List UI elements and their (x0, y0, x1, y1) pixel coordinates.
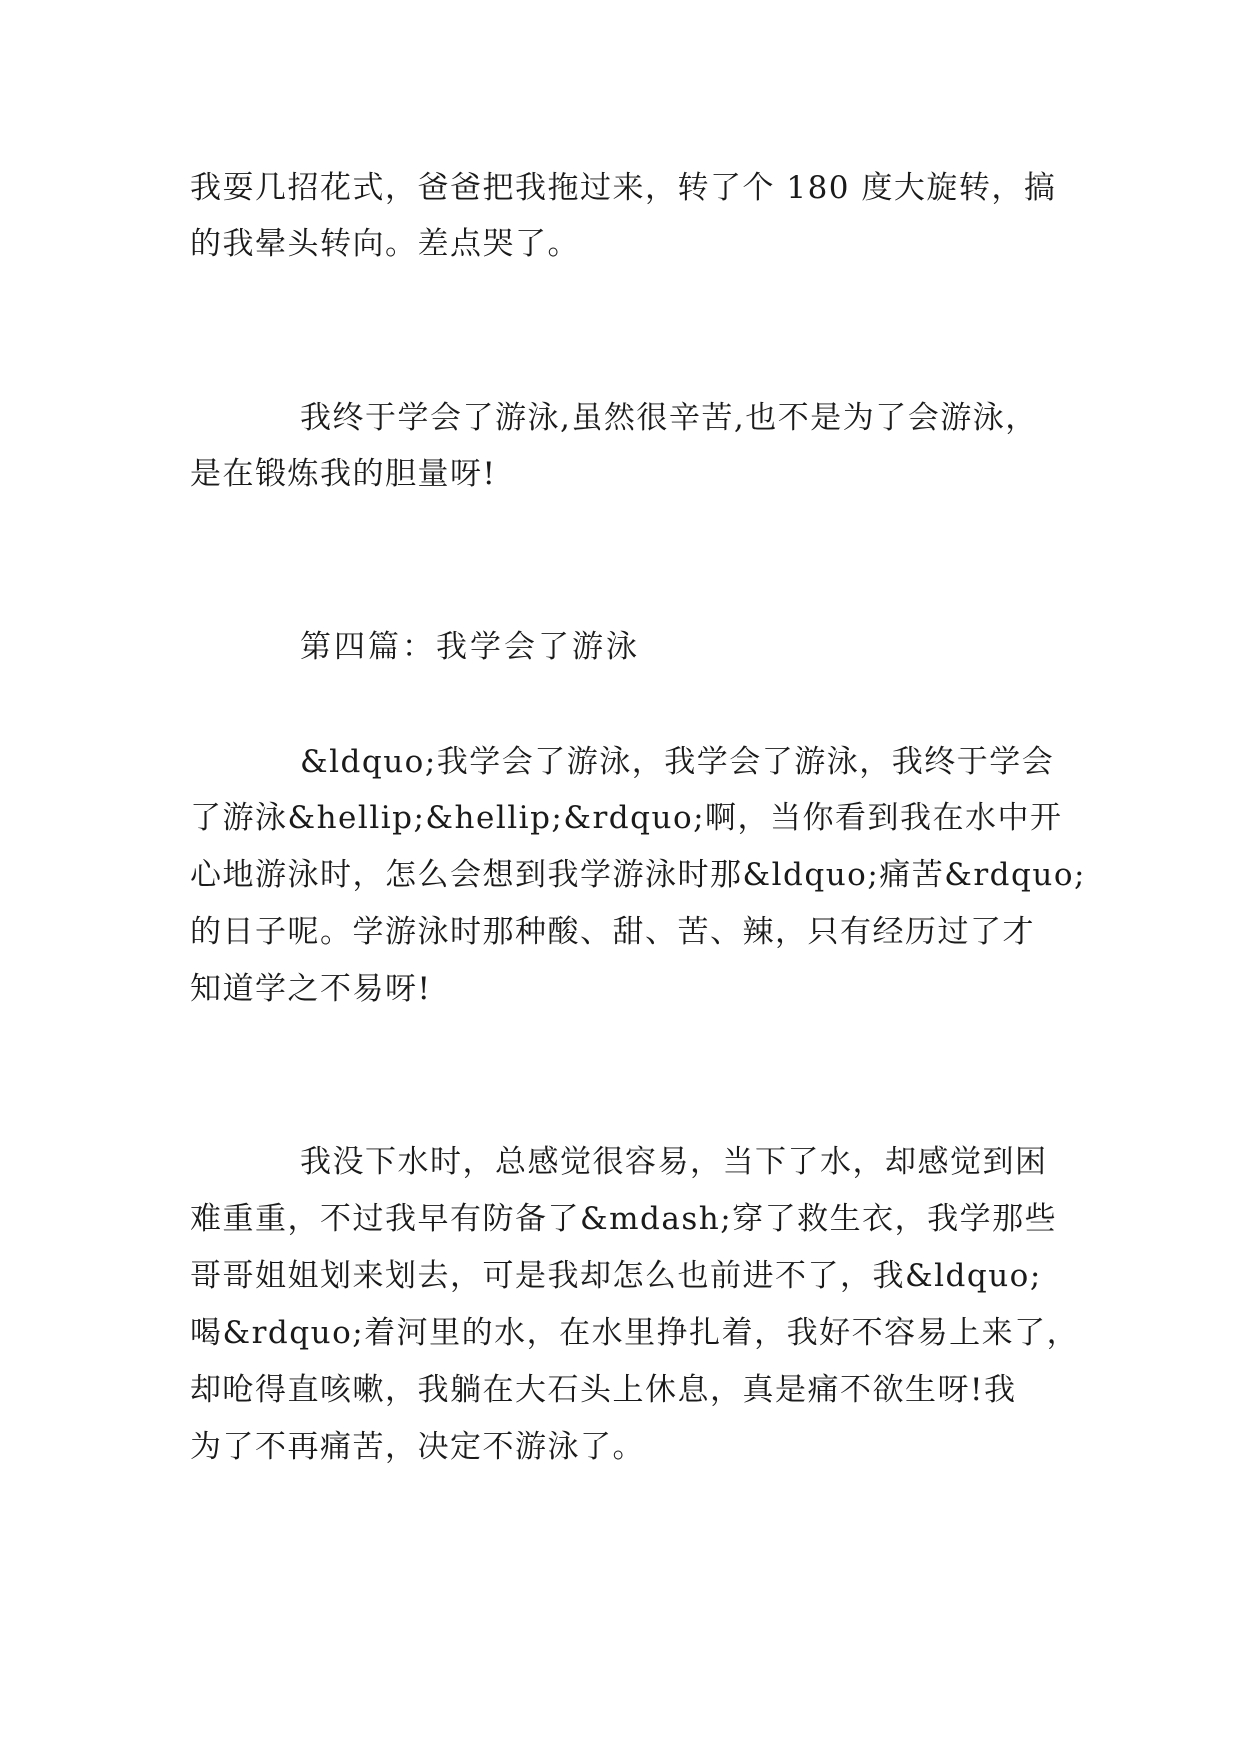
paragraph-4-line-6: 为了不再痛苦，决定不游泳了。 (190, 1429, 645, 1465)
paragraph-4-line-4: 喝&rdquo;着河里的水，在水里挣扎着，我好不容易上来了， (190, 1315, 1080, 1351)
paragraph-3-line-2: 了游泳&hellip;&hellip;&rdquo;啊，当你看到我在水中开 (190, 800, 1063, 836)
paragraph-3-line-3: 心地游泳时，怎么会想到我学游泳时那&ldquo;痛苦&rdquo; (190, 857, 1086, 893)
paragraph-1-line-1: 我耍几招花式，爸爸把我拖过来，转了个 180 度大旋转，搞 (190, 170, 1057, 206)
section-heading: 第四篇：我学会了游泳 (300, 629, 640, 665)
paragraph-3-line-4: 的日子呢。学游泳时那种酸、甜、苦、辣，只有经历过了才 (190, 914, 1035, 950)
paragraph-3-line-1: &ldquo;我学会了游泳，我学会了游泳，我终于学会 (300, 744, 1055, 780)
paragraph-2-line-1: 我终于学会了游泳,虽然很辛苦,也不是为了会游泳， (300, 400, 1038, 436)
paragraph-4-line-5: 却呛得直咳嗽，我躺在大石头上休息，真是痛不欲生呀!我 (190, 1372, 1017, 1408)
paragraph-1-line-2: 的我晕头转向。差点哭了。 (190, 226, 580, 262)
paragraph-2-line-2: 是在锻炼我的胆量呀! (190, 456, 497, 492)
paragraph-4-line-1: 我没下水时，总感觉很容易，当下了水，却感觉到困 (300, 1144, 1048, 1180)
paragraph-3-line-5: 知道学之不易呀! (190, 971, 432, 1007)
paragraph-4-line-2: 难重重，不过我早有防备了&mdash;穿了救生衣，我学那些 (190, 1201, 1058, 1237)
paragraph-4-line-3: 哥哥姐姐划来划去，可是我却怎么也前进不了，我&ldquo; (190, 1258, 1042, 1294)
